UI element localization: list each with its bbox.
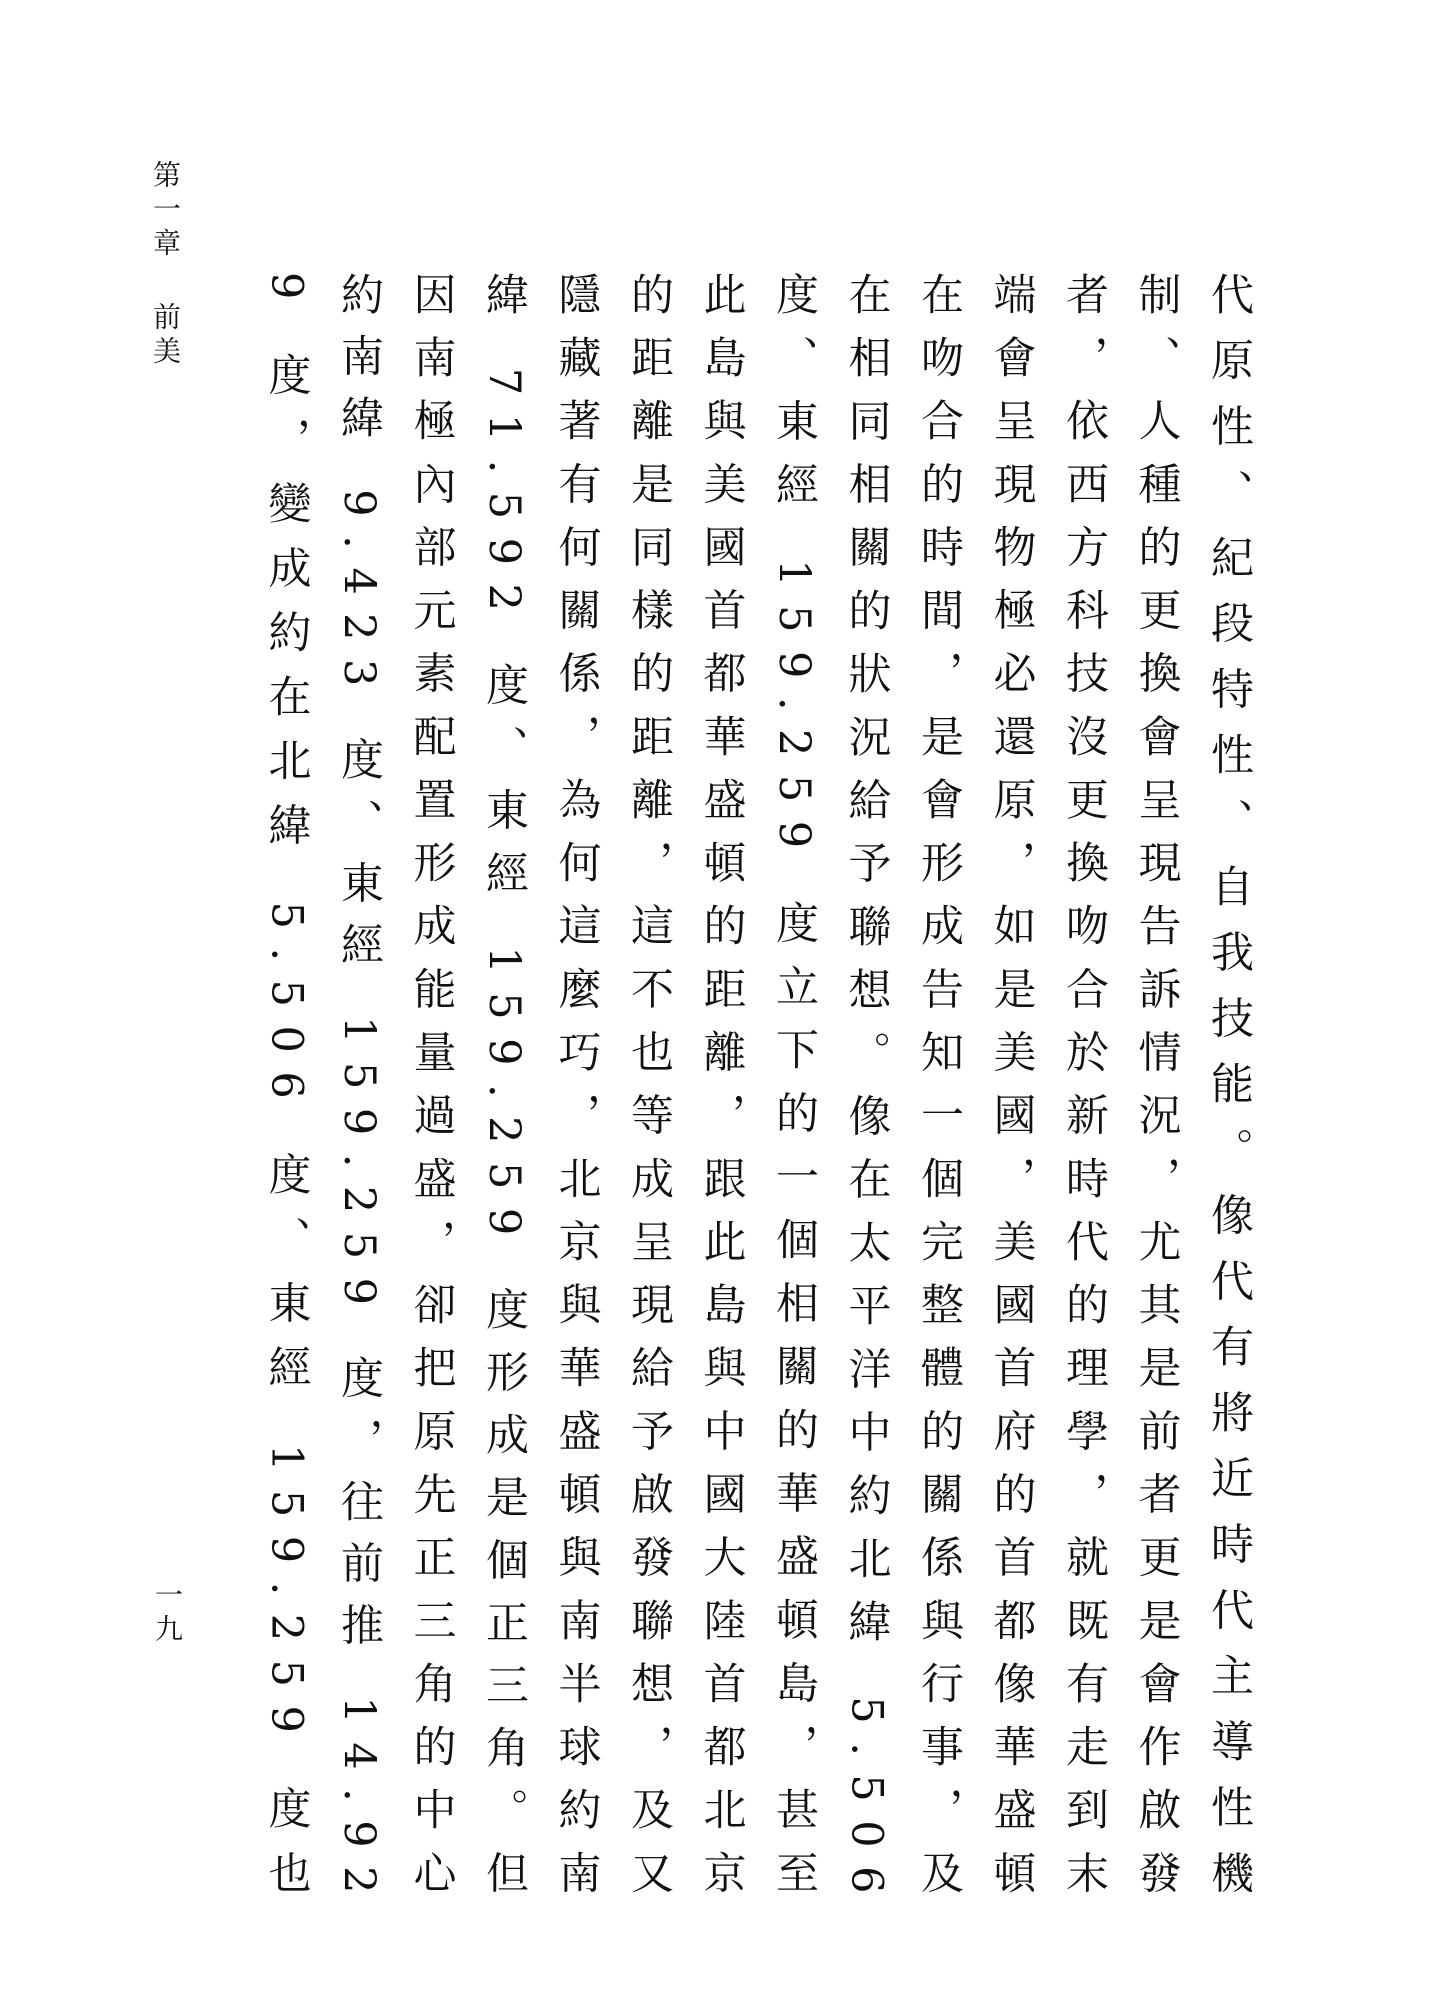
chapter-title: 前美 (149, 302, 182, 370)
body-paragraph: 代原性、紀段特性、自我技能。像代有將近時代主導性機制、人種的更換會呈現告訴情況，尤其是前者更是會作啟發者，依西方科技沒更換吻合於新時代的理學，就既有走到末端會呈現物極必還原，如是美國，美國首府的首都像華盛頓在吻合的時間，是會形成告知一個完整體的關係與行事，及在相同相關的狀況給予聯想。像在太平洋中約北緯 5.506 度、東經 159.259 度立下的一個相關的華盛頓島，甚至此島與美國首都華盛頓的距離，跟此島與中國大陸首都北京的距離是同樣的距離，這不也等成呈現給予啟發聯想，及又隱藏著有何關係，為何這麼巧，北京與華盛頓與南半球約南緯 71.592 度、東經 159.259 度形成是個正三角。但因南極內部元素配置形成能量過盛，卻把原先正三角的中心約南緯 9.423 度、東經 159.259 度，往前推 14.929 度，變成約在北緯 5.506 度、東經 159.259 度也 (261, 272, 1254, 1912)
body-text (245, 272, 1265, 1912)
running-header (148, 160, 182, 370)
chapter-label: 第一章 (149, 160, 182, 262)
page-number: 一九 (151, 1580, 184, 1648)
